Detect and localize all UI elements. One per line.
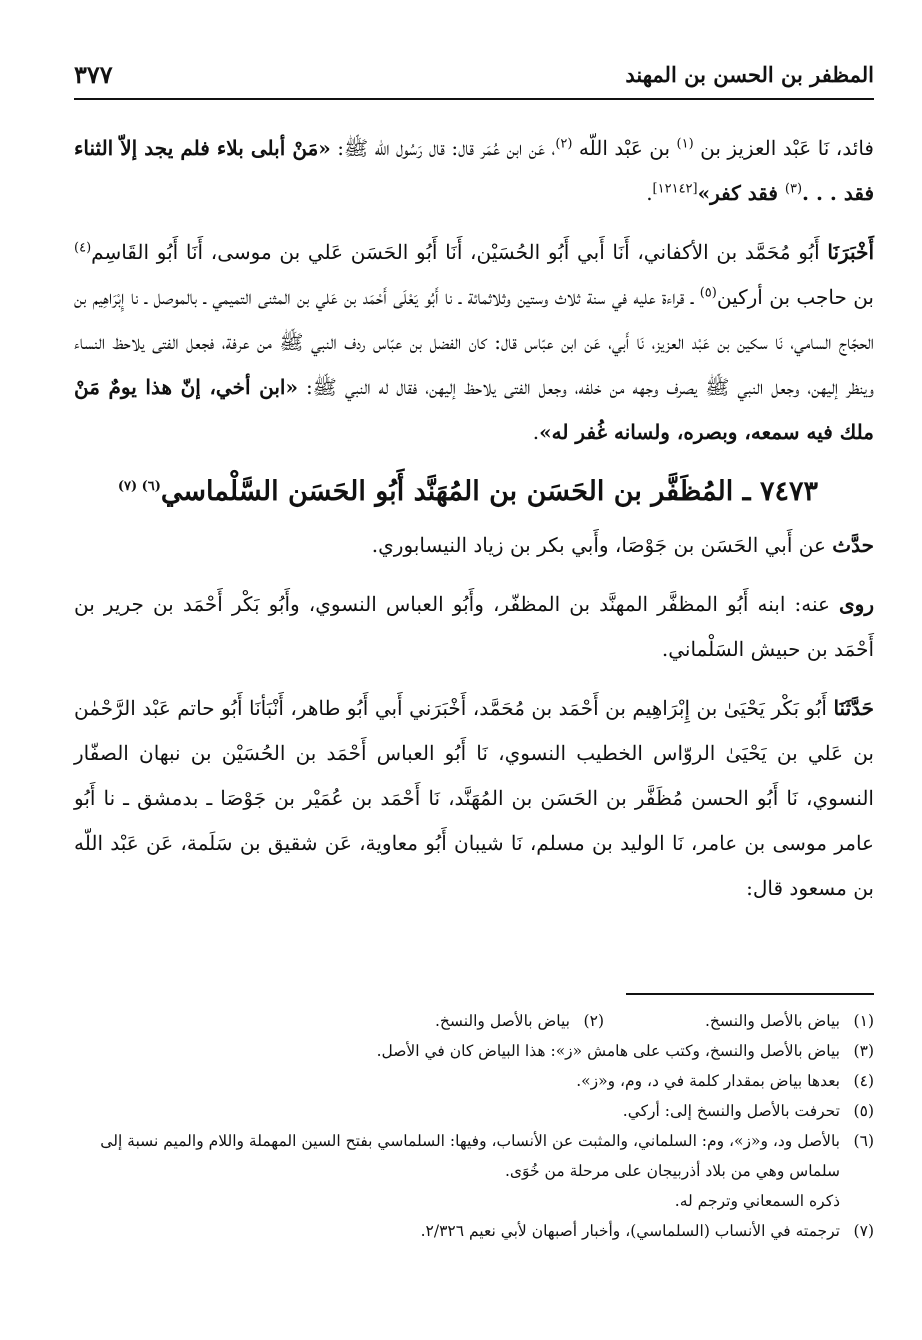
running-header [74,58,874,100]
main-text [74,126,874,925]
entry-title: ٧٤٧٣ ـ المُظَفَّر بن الحَسَن بن المُهَنَّد أَبُو الحَسَن السَّلْماسي [160,476,818,507]
hadith-number: [١٢١٤٢] [652,181,698,197]
text-run: فائد، نَا عَبْد العزيز بن [693,136,874,160]
footnote-ref: (٦) (٧) [117,479,161,494]
footnotes [74,1006,874,1246]
footnote-number: (١) [853,1012,874,1030]
text-run: . [532,420,540,444]
page-number: ٣٧٧ [74,60,113,89]
footnote-number: (٧) [853,1222,874,1240]
text-run: ـ قراءة عليه في سنة ثلاث وستين وثلاثمائة ـ نا أَبُو يَعْلَى أَحْمَد بن عَلي بن المثنى التميمي ـ بالموصل ـ نا إِبْرَاهِيم بن الحجّاج السامي، نَا سكين بن عَبْد العزيز، نَا أَبي، عَن ابن عبّاس قال: كان الفضل بن عبّاس ردف النبي ﷺ من عرفة، فجعل الفتى يلاحظ النساء وينظر إليهن، وجعل النبي ﷺ يصرف وجهه من خلفه، وجعل الفتى يلاحظ إليهن، فقال له النبي ﷺ: [74,285,874,399]
footnote-continuation [74,1186,874,1216]
footnote-text: ذكره السمعاني وترجم له. [674,1192,840,1210]
text-run: عن أَبي الحَسَن بن جَوْصَا، وأَبي بكر بن زياد النيسابوري. [371,533,833,557]
footnote [334,1006,604,1036]
footnote-number: (٣) [853,1042,874,1060]
footnote [74,1066,874,1096]
hadith-text: فقد كفر» [697,181,785,205]
footnote [74,1216,874,1246]
lead-word: حَدَّثَنَا [833,696,875,720]
footnote [604,1006,874,1036]
text-run: عنه: ابنه أَبُو المظفَّر المهنَّد بن المظفّر، وأَبُو العباس النسوي، وأَبُو بَكْر أَحْمَد بن جرير بن أَحْمَد بن حبيش السَلْماني. [74,592,874,661]
paragraph-1 [74,126,874,216]
running-title: المظفر بن الحسن بن المهند [625,62,874,87]
footnote [74,1096,874,1126]
paragraph-3 [74,523,874,568]
footnote-ref: (٥) [699,285,717,301]
footnote-number: (٥) [853,1102,874,1120]
hadith-text: «ابن أخي، إنّ هذا يومٌ مَنْ ملك فيه سمعه، وبصره، ولسانه غُفر له» [74,375,874,444]
footnote-ref: (٤) [74,240,92,256]
footnote-ref: (٣) [784,181,803,197]
lead-word: أَخْبَرَنَا [827,240,874,264]
footnote-divider [626,993,874,995]
text-run: بن حاجب بن أركين [716,285,874,309]
entry-heading [74,469,874,515]
paragraph-2 [74,230,874,455]
footnote-text: بياض بالأصل والنسخ. [704,1012,840,1030]
text-run: أَبُو بَكْر يَحْيَىٰ بن إِبْرَاهِيم بن أَحْمَد بن مُحَمَّد، أَخْبَرَني أَبي أَبُو طاهر، أَنْبَأنَا أَبُو حاتم عَبْد الرَّحْمٰن بن عَلي بن يَحْيَىٰ الروّاس الخطيب النسوي، نَا أَبُو العباس أَحْمَد بن الحُسَيْن بن نبهان الصفّار النسوي، نَا أَبُو الحسن مُظَفَّر بن الحَسَن بن المُهَنَّد، نَا أَحْمَد بن عُمَيْر بن جَوْصَا ـ بدمشق ـ نا أَبُو عامر موسى بن عامر، نَا الوليد بن مسلم، نَا شيبان أَبُو معاوية، عَن شقيق بن سَلَمة، عَن عَبْد اللّه بن مسعود قال: [74,696,874,900]
footnote-row [74,1006,874,1036]
paragraph-5 [74,686,874,911]
text-run: ، عَن ابن عُمَر قال: قال رَسُول الله ﷺ: [330,136,556,160]
footnote-text: بعدها بياض بمقدار كلمة في د، وم، و«ز». [576,1072,840,1090]
footnote-ref: (٢) [555,136,573,152]
footnote-text: ترجمته في الأنساب (السلماسي)، وأخبار أصبهان لأبي نعيم ٢/٣٢٦. [420,1222,840,1240]
footnote-number: (٦) [853,1132,874,1150]
footnote-number: (٢) [583,1012,604,1030]
lead-word: حدَّث [832,533,874,557]
footnote [74,1036,874,1066]
footnote-number: (٤) [853,1072,874,1090]
footnote [74,1126,874,1186]
text-run: . [646,181,653,205]
text-run: أَبُو مُحَمَّد بن الأكفاني، أَنَا أَبي أَبُو الحُسَيْن، أَنَا أَبُو الحَسَن عَلي بن موسى، أَنَا أَبُو القَاسِم [91,240,828,264]
paragraph-4 [74,582,874,672]
lead-word: روى [839,592,874,616]
footnote-text: بالأصل ود، و«ز»، وم: السلماني، والمثبت عن الأنساب، وفيها: السلماسي بفتح السين المهملة واللام والميم نسبة إلى سلماس وهي من بلاد أذربيجان على مرحلة من خُوَى. [100,1132,840,1180]
footnote-text: بياض بالأصل والنسخ، وكتب على هامش «ز»: هذا البياض كان في الأصل. [376,1042,840,1060]
footnote-text: تحرفت بالأصل والنسخ إلى: أركي. [622,1102,840,1120]
footnote-ref: (١) [676,136,694,152]
hadith-text: «مَنْ أبلى بلاء فلم يجد إلاّ الثناء فقد . . . [74,136,874,205]
footnote-text: بياض بالأصل والنسخ. [434,1012,570,1030]
text-run: بن عَبْد اللّه [572,136,677,160]
